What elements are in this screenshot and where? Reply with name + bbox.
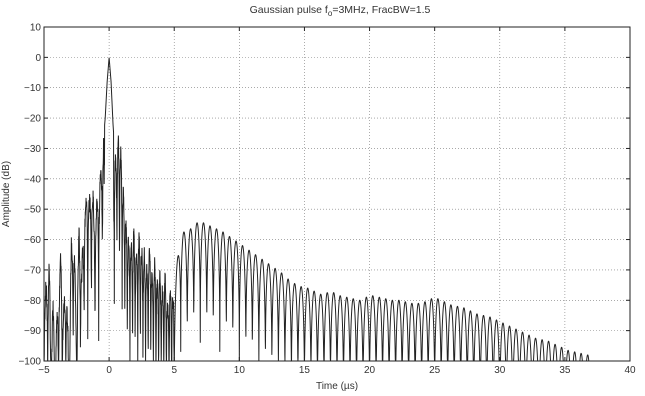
x-axis-tick-labels [38, 365, 636, 376]
x-tick-label: 5 [171, 365, 178, 376]
x-tick-label: 25 [429, 365, 441, 376]
x-tick-label: 0 [106, 365, 112, 376]
y-tick-label: −10 [24, 83, 41, 95]
y-tick-label: −40 [24, 174, 41, 186]
x-tick-label: 35 [559, 365, 571, 376]
x-axis-label: Time (µs) [315, 381, 359, 392]
y-axis-tick-labels [18, 23, 41, 368]
signal-trace [44, 58, 591, 361]
x-tick-label: 15 [298, 365, 311, 376]
x-tick-label: −5 [38, 365, 50, 376]
x-tick-label: 30 [494, 365, 506, 376]
y-axis-label: Amplitude (dB) [1, 160, 12, 228]
y-tick-label: −50 [24, 204, 41, 216]
y-tick-label: −100 [18, 356, 41, 368]
y-tick-label: −80 [24, 295, 41, 307]
y-tick-label: −90 [24, 326, 41, 338]
y-tick-label: 10 [29, 22, 41, 34]
y-tick-label: −60 [24, 235, 41, 247]
chart-title: Gaussian pulse $f_o=3MHz$, FracBW=1.5 [249, 4, 431, 18]
y-tick-label: 0 [35, 52, 41, 64]
x-tick-label: 40 [624, 365, 636, 376]
x-tick-label: 20 [363, 365, 376, 376]
x-tick-label: 10 [233, 365, 245, 376]
y-tick-label: −70 [24, 265, 41, 277]
y-tick-label: −20 [24, 113, 41, 125]
y-tick-label: −30 [24, 143, 41, 155]
